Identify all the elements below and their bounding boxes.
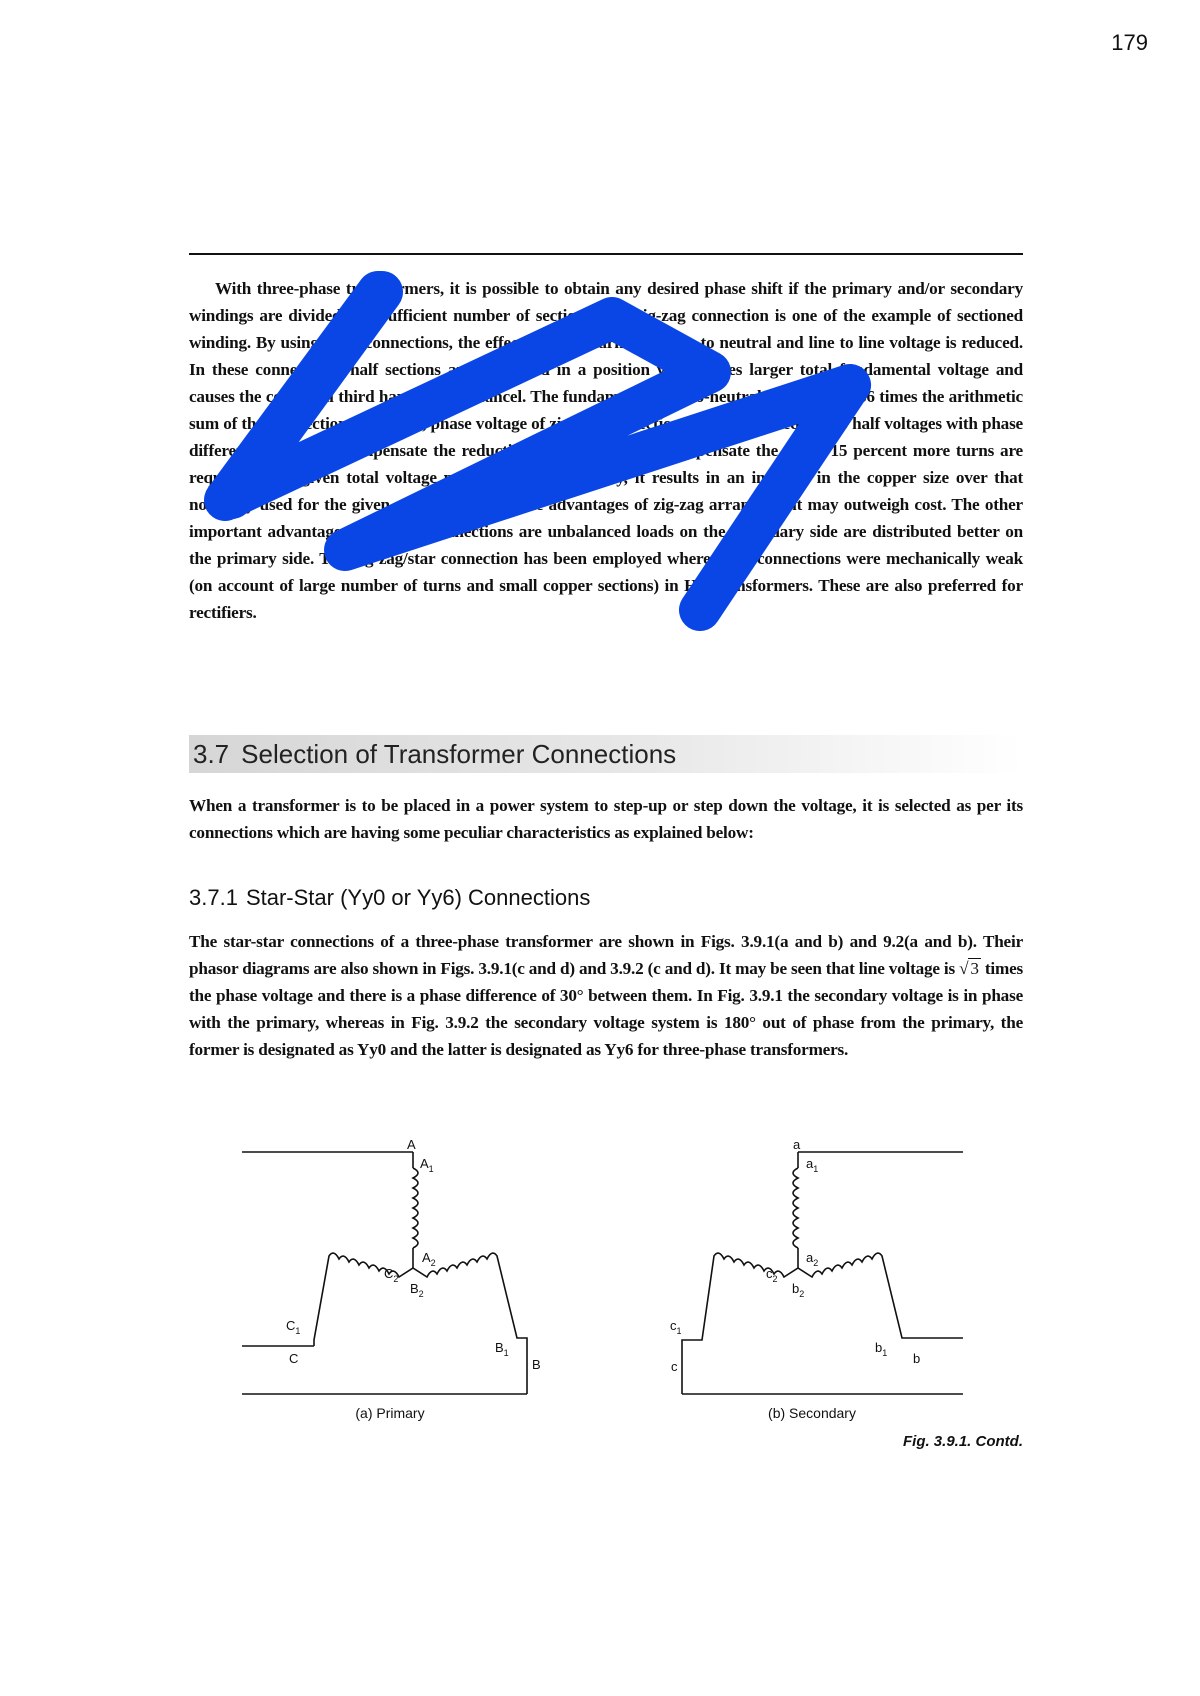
label-C2-sub: 2 — [393, 1274, 399, 1284]
coil-b — [798, 1253, 963, 1338]
label-a1-letter: a — [806, 1156, 814, 1171]
label-c2 — [766, 1266, 778, 1284]
label-A1 — [420, 1156, 434, 1174]
label-B2-sub: 2 — [418, 1289, 424, 1299]
label-a1 — [806, 1156, 818, 1174]
label-A2-letter: A — [422, 1250, 431, 1265]
coil-a — [793, 1168, 798, 1248]
coil-c — [682, 1253, 798, 1394]
label-c1-letter: c — [670, 1318, 677, 1333]
figure-caption: Fig. 3.9.1. Contd. — [902, 1433, 1023, 1450]
label-B1 — [495, 1340, 509, 1358]
label-B2 — [410, 1281, 424, 1299]
section-paragraph: When a transformer is to be placed in a power system to step-up or step down the voltage, it is selected as per its connections which are having some peculiar characteristics as explained below: — [189, 796, 1023, 842]
label-A1-sub: 1 — [428, 1164, 434, 1174]
intro-paragraph: With three-phase transformers, it is possible to obtain any desired phase shift if the primary and/or secondary windings are divided into sufficient number of sections. The zig-zag connection is one of the example of sectioned winding. By using these connections, the effect of third harmonics line to neutral and line to line voltage is reduced. In these connections, half sections are connected in a position which gives larger total fundamental voltage and causes the co-phasal third harmonics to cancel. The fundamental line-to-neutral voltage is 0.866 times the arithmetic sum of the two sectional voltages, phase voltage of zig-zag connection being composed of two half voltages with phase difference of 60°. To compensate the reduction in voltage and to compensate the same, 15 percent more turns are required for a given total voltage per phase. Consequently, it results in an increase in the copper size over that normally used for the given rating. However, the advantages of zig-zag arrangement may outweigh cost. The other important advantages of zig-zag connections are unbalanced loads on the secondary side are distributed better on the primary side. The zig-zag/star connection has been employed where delta connections were mechanically weak (on account of large number of turns and small copper sections) in HV transformers. These are also preferred for rectifiers. — [189, 279, 1023, 622]
label-B1-sub: 1 — [503, 1348, 509, 1358]
label-c2-letter: c — [766, 1266, 773, 1281]
label-c2-sub: 2 — [772, 1274, 778, 1284]
label-A2-sub: 2 — [430, 1258, 436, 1268]
label-a2-sub: 2 — [813, 1258, 819, 1268]
coil-A — [413, 1168, 418, 1248]
label-C1-sub: 1 — [295, 1326, 301, 1336]
subsection-paragraph-part1: The star-star connections of a three-phase transformer are shown in Figs. 3.9.1(a and b) and 9.2(a and b). Their phasor diagrams are also shown in Figs. 3.9.1(c and d) and 3.9.2 (c and d). It may be seen that line voltage is — [189, 932, 1023, 978]
label-line-A: A — [407, 1137, 416, 1152]
label-C2-letter: C — [384, 1266, 394, 1281]
sqrt-radicand: 3 — [970, 959, 979, 978]
caption-secondary: (b) Secondary — [768, 1405, 856, 1421]
section-number: 3.7 — [193, 739, 230, 769]
label-b2-letter: b — [792, 1281, 800, 1296]
label-A2 — [422, 1250, 436, 1268]
section-title: Selection of Transformer Connections — [241, 739, 677, 769]
label-line-B: B — [532, 1357, 541, 1372]
label-B2-letter: B — [410, 1281, 419, 1296]
label-line-b: b — [913, 1351, 921, 1366]
coil-C — [314, 1253, 413, 1346]
label-a1-sub: 1 — [813, 1164, 819, 1174]
secondary-diagram — [682, 1152, 963, 1394]
label-C2 — [384, 1266, 398, 1284]
label-C1 — [286, 1318, 300, 1336]
label-b1-sub: 1 — [882, 1348, 888, 1358]
label-c1-sub: 1 — [676, 1326, 682, 1336]
label-a2-letter: a — [806, 1250, 814, 1265]
label-c1 — [670, 1318, 682, 1336]
label-a2 — [806, 1250, 818, 1268]
label-line-c: c — [671, 1359, 678, 1374]
label-line-C: C — [289, 1351, 299, 1366]
subsection-title: Star-Star (Yy0 or Yy6) Connections — [245, 885, 591, 910]
label-b1-letter: b — [875, 1340, 883, 1355]
subsection-number: 3.7.1 — [189, 885, 238, 910]
label-line-a: a — [793, 1137, 801, 1152]
label-B1-letter: B — [495, 1340, 504, 1355]
caption-primary: (a) Primary — [355, 1405, 425, 1421]
label-b2-sub: 2 — [799, 1289, 805, 1299]
label-b2 — [792, 1281, 804, 1299]
subsection-paragraph-part2: times the phase voltage and there is a phase difference of 30° between them. In Fig. 3.9.1 the secondary voltage is in phase with the primary, whereas in Fig. 3.9.2 the secondary voltage system is 180° out of phase from the primary, the former is designated as Yy0 and the latter is designated as Yy6 for three-phase transformers. — [189, 959, 1023, 1059]
sqrt-symbol: √ 3 — [959, 959, 979, 978]
label-C1-letter: C — [286, 1318, 296, 1333]
page-number: 179 — [1111, 30, 1148, 55]
label-b1 — [875, 1340, 887, 1358]
label-A1-letter: A — [420, 1156, 429, 1171]
